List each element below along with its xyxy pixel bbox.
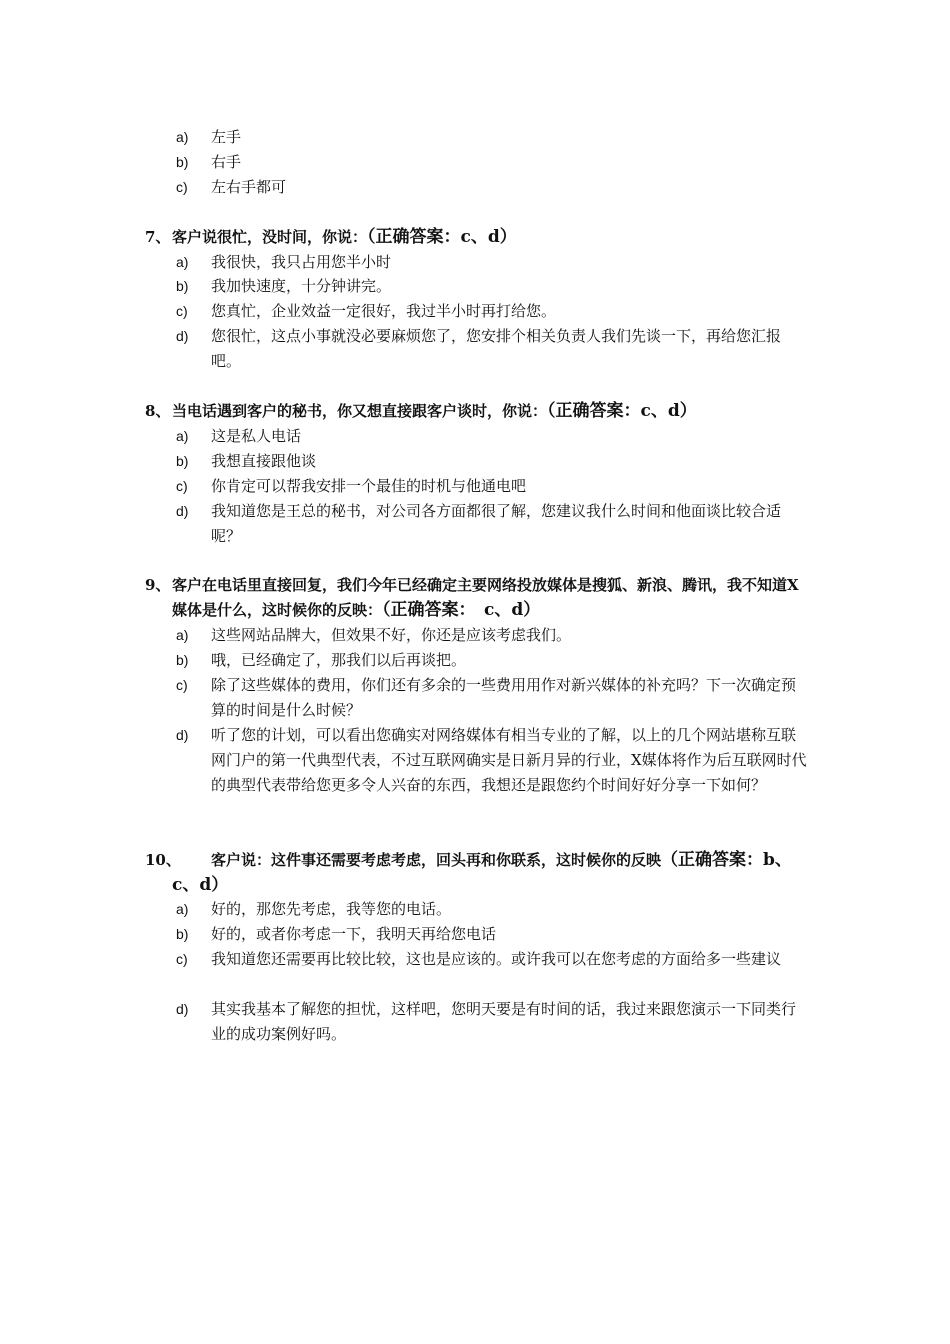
option-letter: c): [176, 951, 188, 967]
option-text: 好的，那您先考虑，我等您的电话。: [211, 900, 452, 918]
option-letter: a): [176, 627, 189, 643]
option-letter: b): [176, 154, 189, 170]
option-text: 好的，或者你考虑一下，我明天再给您电话: [211, 925, 497, 943]
option-letter: a): [176, 129, 189, 145]
option-letter: d): [176, 1001, 189, 1017]
option-text: 您真忙，企业效益一定很好，我过半小时再打给您。: [211, 302, 557, 320]
option-text: 其实我基本了解您的担忧，这样吧，您明天要是有时间的话，我过来跟您演示一下同类行业的成功案例好吗。: [211, 1000, 797, 1043]
option-text: 您很忙，这点小事就没必要麻烦您了，您安排个相关负责人我们先谈一下，再给您汇报吧。: [211, 327, 782, 370]
option-text: 左右手都可: [211, 178, 287, 196]
question-number: 7、: [145, 228, 171, 246]
answer-key: （正确答案：c、d）: [367, 227, 517, 247]
option-text: 我知道您是王总的秘书，对公司各方面都很了解，您建议我什么时间和他面谈比较合适呢？: [211, 502, 782, 545]
option-text: 右手: [211, 153, 242, 171]
question-text: 客户说：这件事还需要考虑考虑，回头再和你联系，这时候你的反映（正确答案：b、c、d）: [172, 850, 792, 895]
option-letter: c): [176, 303, 188, 319]
option-text: 我很快，我只占用您半小时: [211, 253, 392, 271]
option-letter: d): [176, 328, 189, 344]
option-letter: b): [176, 652, 189, 668]
option-text: 哦，已经确定了，那我们以后再谈把。: [211, 651, 467, 669]
question-number: 10、: [145, 851, 181, 869]
option-text: 这些网站品牌大，但效果不好，你还是应该考虑我们。: [211, 626, 572, 644]
option-letter: c): [176, 677, 188, 693]
option-text: 我知道您还需要再比较比较，这也是应该的。或许我可以在您考虑的方面给多一些建议: [211, 950, 782, 968]
question-number: 8、: [145, 402, 171, 420]
option-letter: a): [176, 901, 189, 917]
option-text: 我加快速度，十分钟讲完。: [211, 277, 392, 295]
question-text: 客户在电话里直接回复，我们今年已经确定主要网络投放媒体是搜狐、新浪、腾讯，我不知道X媒体是什么，这时候你的反映：（正确答案： c、d）: [172, 576, 799, 620]
option-text: 你肯定可以帮我安排一个最佳的时机与他通电吧: [211, 477, 527, 495]
option-text: 除了这些媒体的费用，你们还有多余的一些费用用作对新兴媒体的补充吗？下一次确定预算的时间是什么时候？: [211, 676, 797, 719]
answer-key: （正确答案：b、c、d）: [172, 850, 792, 895]
option-letter: d): [176, 503, 189, 519]
option-text: 听了您的计划，可以看出您确实对网络媒体有相当专业的了解，以上的几个网站堪称互联网门户的第一代典型代表，不过互联网确实是日新月异的行业，X媒体将作为后互联网时代的典型代表带给您更多令人兴奋的东西，我想还是跟您约个时间好好分享一下如何？: [211, 726, 807, 794]
option-text: 我想直接跟他谈: [211, 452, 317, 470]
answer-key: （正确答案：c、d）: [547, 401, 697, 421]
question-text: 客户说很忙，没时间，你说：（正确答案：c、d）: [172, 227, 517, 247]
option-text: 这是私人电话: [211, 427, 302, 445]
option-letter: b): [176, 278, 189, 294]
option-letter: a): [176, 254, 189, 270]
option-letter: c): [176, 179, 188, 195]
question-text: 当电话遇到客户的秘书，你又想直接跟客户谈时，你说：（正确答案：c、d）: [172, 401, 697, 421]
question-number: 9、: [145, 576, 171, 594]
option-letter: a): [176, 428, 189, 444]
option-letter: b): [176, 453, 189, 469]
option-letter: b): [176, 926, 189, 942]
answer-key: （正确答案： c、d）: [382, 600, 541, 620]
option-letter: d): [176, 727, 189, 743]
option-text: 左手: [211, 128, 242, 146]
option-letter: c): [176, 478, 188, 494]
